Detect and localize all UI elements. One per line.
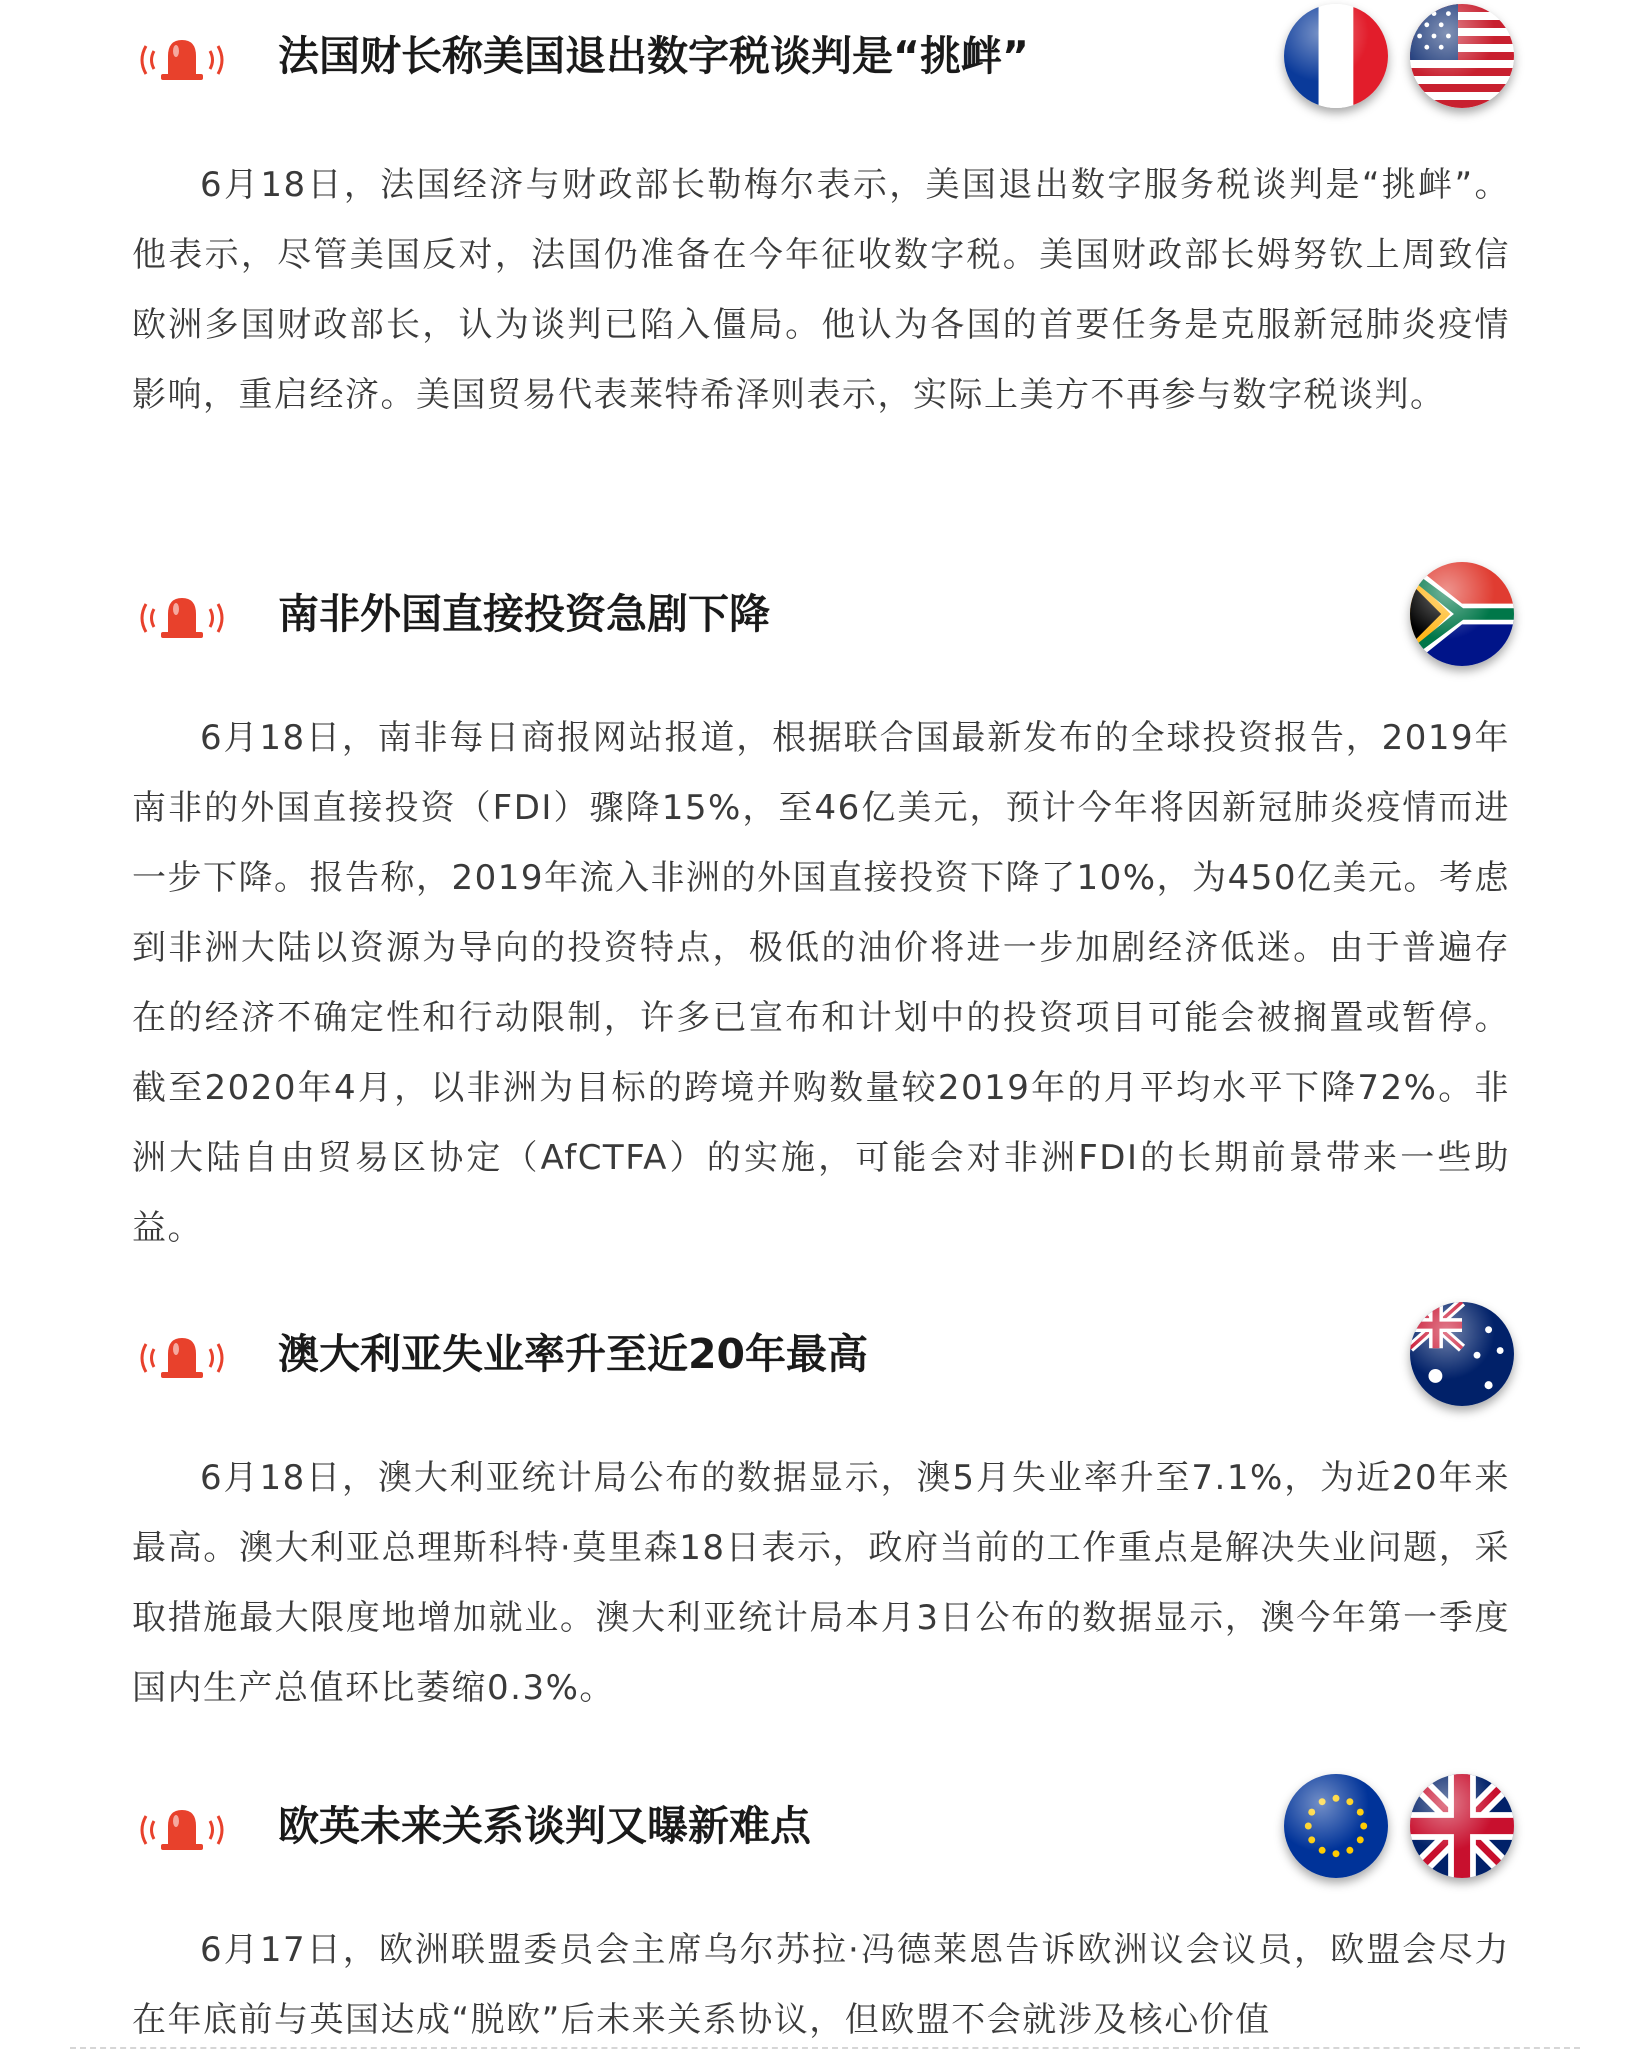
france-flag-icon	[1284, 4, 1388, 108]
article-header	[0, 0, 1650, 120]
usa-flag-icon	[1410, 4, 1514, 108]
australia-flag-icon	[1410, 1302, 1514, 1406]
article-title: 澳大利亚失业率升至近20年最高	[278, 1330, 869, 1378]
flag-group	[1410, 1302, 1514, 1406]
article-body: 6月17日，欧洲联盟委员会主席乌尔苏拉·冯德莱恩告诉欧洲议会议员，欧盟会尽力在年底前与英国达成“脱欧”后未来关系协议，但欧盟不会就涉及核心价值	[132, 1930, 1510, 2040]
article-body: 6月18日，澳大利亚统计局公布的数据显示，澳5月失业率升至7.1%，为近20年来最高。澳大利亚总理斯科特·莫里森18日表示，政府当前的工作重点是解决失业问题，采取措施最大限度地增加就业。澳大利亚统计局本月3日公布的数据显示，澳今年第一季度国内生产总值环比萎缩0.3%。	[132, 1458, 1510, 1708]
article-header	[0, 1770, 1650, 1890]
article-australia-unemployment	[0, 1298, 1650, 1708]
article-header	[0, 558, 1650, 678]
article-title: 南非外国直接投资急剧下降	[278, 590, 770, 638]
flag-group	[1284, 1774, 1514, 1878]
article-south-africa-fdi	[0, 558, 1650, 1248]
article-title: 欧英未来关系谈判又曝新难点	[278, 1802, 811, 1850]
uk-flag-icon	[1410, 1774, 1514, 1878]
article-body: 6月18日，法国经济与财政部长勒梅尔表示，美国退出数字服务税谈判是“挑衅”。他表示，尽管美国反对，法国仍准备在今年征收数字税。美国财政部长姆努钦上周致信欧洲多国财政部长，认为谈判已陷入僵局。他认为各国的首要任务是克服新冠肺炎疫情影响，重启经济。美国贸易代表莱特希泽则表示，实际上美方不再参与数字税谈判。	[132, 165, 1510, 415]
alarm-bell-icon	[132, 590, 232, 646]
article-header	[0, 1298, 1650, 1418]
alarm-bell-icon	[132, 32, 232, 88]
article-title: 法国财长称美国退出数字税谈判是“挑衅”	[278, 32, 1029, 80]
alarm-bell-icon	[132, 1802, 232, 1858]
south-africa-flag-icon	[1410, 562, 1514, 666]
bottom-divider	[70, 2047, 1580, 2049]
flag-group	[1284, 4, 1514, 108]
alarm-bell-icon	[132, 1330, 232, 1386]
article-body: 6月18日，南非每日商报网站报道，根据联合国最新发布的全球投资报告，2019年南非的外国直接投资（FDI）骤降15%，至46亿美元，预计今年将因新冠肺炎疫情而进一步下降。报告称，2019年流入非洲的外国直接投资下降了10%，为450亿美元。考虑到非洲大陆以资源为导向的投资特点，极低的油价将进一步加剧经济低迷。由于普遍存在的经济不确定性和行动限制，许多已宣布和计划中的投资项目可能会被搁置或暂停。截至2020年4月，以非洲为目标的跨境并购数量较2019年的月平均水平下降72%。非洲大陆自由贸易区协定（AfCTFA）的实施，可能会对非洲FDI的长期前景带来一些助益。	[132, 718, 1510, 1248]
flag-group	[1410, 562, 1514, 666]
article-eu-uk-talks	[0, 1770, 1650, 2040]
eu-flag-icon	[1284, 1774, 1388, 1878]
article-france-digital-tax	[0, 0, 1650, 415]
